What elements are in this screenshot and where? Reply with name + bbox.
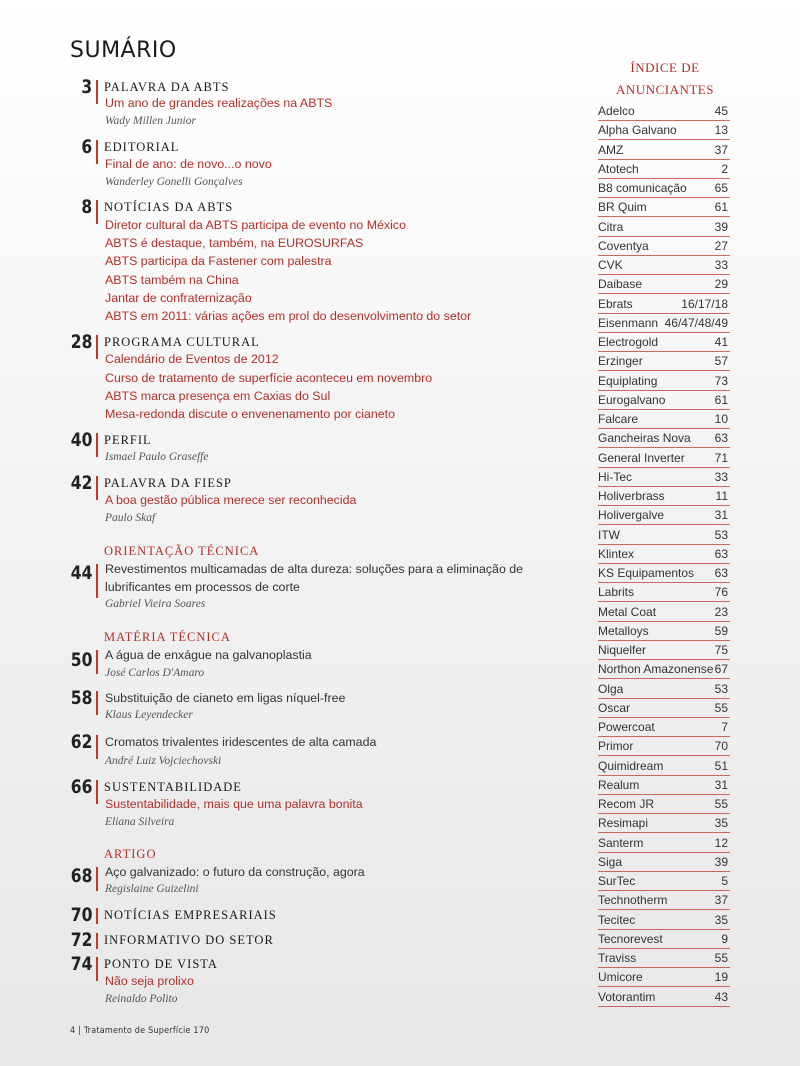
toc-divider	[96, 335, 98, 359]
advertiser-name: Siga	[598, 854, 623, 869]
advertisers-index-title-line2: ANUNCIANTES	[616, 82, 714, 97]
advertiser-name: KS Equipamentos	[598, 566, 695, 580]
toc-author: Ismael Paulo Graseffe	[105, 451, 209, 463]
advertiser-underline	[598, 832, 730, 833]
advertiser-underline	[598, 544, 730, 545]
advertiser-name: Holivergalve	[598, 508, 665, 523]
advertiser-underline	[598, 871, 730, 872]
toc-author: Klaus Leyendecker	[105, 709, 193, 721]
advertiser-page: 65	[714, 181, 728, 195]
toc-divider	[96, 140, 98, 164]
advertiser-underline	[598, 351, 730, 352]
advertiser-page: 55	[714, 951, 728, 965]
advertiser-name: Umicore	[598, 970, 643, 985]
toc-author: Paulo Skaf	[105, 512, 156, 524]
advertiser-row[interactable]	[598, 528, 730, 547]
toc-page-number: 74	[70, 953, 92, 975]
advertiser-name: BR Quim	[598, 200, 647, 215]
toc-article-link[interactable]: A boa gestão pública merece ser reconhecida	[105, 493, 357, 507]
advertiser-row[interactable]	[598, 585, 730, 604]
advertiser-name: Alpha Galvano	[598, 123, 677, 138]
toc-divider	[96, 650, 98, 674]
advertiser-name: Eisenmann	[598, 315, 659, 330]
toc-section-title: PERFIL	[104, 433, 152, 447]
footer-publication: Tratamento de Superfície 170	[83, 1026, 210, 1036]
toc-article-link[interactable]: Um ano de grandes realizações na ABTS	[105, 96, 333, 110]
advertiser-page: 35	[714, 912, 728, 927]
toc-section-title: PALAVRA DA ABTS	[104, 80, 230, 94]
toc-section-title: NOTÍCIAS EMPRESARIAIS	[104, 908, 277, 922]
advertiser-underline	[598, 524, 730, 525]
toc-section-title: EDITORIAL	[104, 140, 180, 154]
advertiser-name: Powercoat	[598, 720, 655, 734]
advertiser-underline	[598, 370, 730, 371]
advertiser-name: Daibase	[598, 277, 643, 292]
advertiser-underline	[598, 813, 730, 814]
toc-article-link[interactable]: Não seja prolixo	[105, 974, 194, 988]
advertiser-row[interactable]	[598, 316, 730, 335]
advertiser-name: Coventya	[598, 238, 649, 253]
advertiser-name: Eurogalvano	[598, 392, 666, 407]
toc-page-number: 62	[70, 731, 92, 753]
toc-divider	[96, 564, 98, 598]
advertiser-name: B8 comunicação	[598, 181, 687, 195]
advertiser-name: Holiverbrass	[598, 489, 665, 503]
advertiser-underline	[598, 390, 730, 391]
toc-article-link[interactable]: Sustentabilidade, mais que uma palavra bonita	[105, 797, 363, 811]
advertiser-row[interactable]	[598, 162, 730, 181]
advertiser-page: 12	[714, 835, 728, 850]
toc-page-number: 72	[70, 929, 92, 951]
advertiser-name: Metalloys	[598, 623, 649, 638]
advertiser-underline	[598, 120, 730, 121]
toc-divider	[96, 691, 98, 715]
advertiser-name: Oscar	[598, 700, 631, 715]
toc-article-link[interactable]: Aço galvanizado: o futuro da construção, agora	[105, 865, 365, 879]
advertiser-page: 39	[714, 854, 728, 869]
advertiser-underline	[598, 909, 730, 910]
advertiser-page: 45	[714, 104, 728, 118]
toc-article-link[interactable]: ABTS em 2011: várias ações em prol do desenvolvimento do setor	[105, 309, 472, 323]
advertiser-row[interactable]	[598, 508, 730, 527]
advertiser-name: Labrits	[598, 585, 635, 600]
advertiser-underline	[598, 428, 730, 429]
advertiser-row[interactable]	[598, 200, 730, 219]
advertiser-page: 27	[714, 238, 728, 253]
toc-article-link[interactable]: Substituição de cianeto em ligas níquel-free	[105, 691, 346, 705]
toc-divider	[96, 200, 98, 224]
toc-page-number: 66	[70, 776, 92, 798]
advertiser-underline	[598, 216, 730, 217]
advertiser-page: 5	[721, 874, 728, 888]
advertiser-underline	[598, 794, 730, 795]
advertiser-page: 11	[715, 489, 728, 503]
advertiser-row[interactable]	[598, 104, 730, 123]
advertiser-underline	[598, 255, 730, 256]
toc-section-title: PONTO DE VISTA	[104, 957, 218, 971]
advertiser-underline	[598, 659, 730, 660]
advertiser-name: Citra	[598, 219, 624, 234]
advertiser-row[interactable]	[598, 701, 730, 720]
advertiser-name: Falcare	[598, 412, 639, 426]
toc-author: André Luiz Vojciechovski	[105, 755, 222, 767]
advertiser-row[interactable]	[598, 932, 730, 951]
advertiser-row[interactable]	[598, 970, 730, 989]
advertiser-underline	[598, 929, 730, 930]
toc-page-number: 28	[70, 331, 92, 353]
advertiser-underline	[598, 698, 730, 699]
advertiser-name: Santerm	[598, 835, 644, 850]
advertiser-name: Niquelfer	[598, 643, 647, 657]
advertiser-page: 51	[714, 758, 728, 773]
advertiser-underline	[598, 1006, 730, 1007]
advertiser-row[interactable]	[598, 547, 730, 566]
advertiser-row[interactable]	[598, 855, 730, 874]
toc-divider	[96, 780, 98, 804]
advertiser-row[interactable]	[598, 220, 730, 239]
advertiser-name: Northon Amazonense	[598, 662, 714, 677]
advertiser-page: 46/47/48/49	[664, 315, 728, 330]
advertiser-row[interactable]	[598, 470, 730, 489]
advertiser-page: 71	[714, 450, 728, 465]
advertiser-page: 43	[714, 989, 728, 1004]
advertiser-name: CVK	[598, 258, 623, 272]
advertiser-name: Electrogold	[598, 335, 659, 349]
advertiser-name: Olga	[598, 681, 624, 696]
advertiser-row[interactable]	[598, 181, 730, 200]
advertiser-name: Traviss	[598, 951, 637, 965]
advertiser-underline	[598, 678, 730, 679]
advertiser-page: 41	[714, 335, 728, 349]
advertiser-page: 53	[714, 527, 728, 542]
advertiser-underline	[598, 159, 730, 160]
advertiser-row[interactable]	[598, 239, 730, 258]
advertiser-page: 35	[714, 816, 728, 831]
advertiser-row[interactable]	[598, 836, 730, 855]
advertiser-name: Quimidream	[598, 758, 664, 773]
toc-divider	[96, 933, 98, 949]
toc-section-title: INFORMATIVO DO SETOR	[104, 933, 274, 947]
advertiser-row[interactable]	[598, 816, 730, 835]
toc-article-link[interactable]: lubrificantes em processos de corte	[105, 580, 300, 594]
advertiser-page: 2	[721, 161, 728, 176]
advertiser-page: 59	[714, 623, 728, 638]
advertiser-underline	[598, 486, 730, 487]
advertiser-row[interactable]	[598, 643, 730, 662]
advertiser-row[interactable]	[598, 797, 730, 816]
toc-article-link[interactable]: Final de ano: de novo...o novo	[105, 157, 272, 171]
advertiser-page: 63	[714, 566, 728, 580]
toc-section-title: MATÉRIA TÉCNICA	[104, 630, 231, 644]
advertiser-underline	[598, 563, 730, 564]
toc-divider	[96, 80, 98, 104]
advertiser-row[interactable]	[598, 874, 730, 893]
advertiser-row[interactable]	[598, 451, 730, 470]
advertiser-page: 53	[714, 681, 728, 696]
advertiser-underline	[598, 852, 730, 853]
toc-divider	[96, 476, 98, 500]
advertiser-underline	[598, 139, 730, 140]
advertiser-page: 57	[714, 354, 728, 369]
advertiser-page: 33	[714, 469, 728, 484]
advertiser-underline	[598, 986, 730, 987]
advertiser-name: Atotech	[598, 161, 639, 176]
advertiser-name: Adelco	[598, 104, 635, 118]
advertiser-page: 23	[714, 604, 728, 619]
advertiser-underline	[598, 197, 730, 198]
toc-author: Wanderley Gonelli Gonçalves	[105, 176, 243, 188]
advertiser-row[interactable]	[598, 566, 730, 585]
advertiser-page: 33	[714, 258, 728, 272]
advertiser-name: Votorantim	[598, 989, 656, 1004]
advertiser-underline	[598, 447, 730, 448]
advertiser-name: Erzinger	[598, 354, 643, 369]
advertiser-name: Metal Coat	[598, 604, 657, 619]
toc-page-number: 6	[81, 136, 92, 158]
toc-article-link[interactable]: ABTS marca presença em Caxias do Sul	[105, 389, 331, 403]
advertiser-row[interactable]	[598, 277, 730, 296]
toc-author: José Carlos D'Amaro	[105, 667, 205, 679]
toc-page-number: 40	[70, 429, 92, 451]
toc-page-number: 50	[70, 649, 92, 671]
advertiser-row[interactable]	[598, 720, 730, 739]
toc-section-title: ARTIGO	[104, 847, 157, 861]
advertiser-name: Equiplating	[598, 373, 658, 388]
advertiser-name: Klintex	[598, 546, 635, 561]
toc-section-title: SUSTENTABILIDADE	[104, 780, 242, 794]
toc-article-link[interactable]: Curso de tratamento de superfície aconteceu em novembro	[105, 371, 433, 385]
advertiser-name: Technotherm	[598, 893, 668, 908]
advertiser-underline	[598, 178, 730, 179]
advertiser-row[interactable]	[598, 759, 730, 778]
advertiser-underline	[598, 621, 730, 622]
toc-section-title: PROGRAMA CULTURAL	[104, 335, 260, 349]
advertiser-page: 37	[714, 142, 728, 157]
advertiser-page: 13	[714, 123, 728, 138]
toc-divider	[96, 735, 98, 759]
advertiser-page: 63	[714, 546, 728, 561]
advertiser-page: 55	[714, 797, 728, 811]
advertiser-row[interactable]	[598, 393, 730, 412]
toc-page-number: 44	[70, 562, 92, 584]
advertiser-page: 76	[714, 585, 728, 600]
toc-author: Reinaldo Polito	[105, 993, 178, 1005]
advertiser-name: General Inverter	[598, 450, 685, 465]
advertiser-name: Primor	[598, 739, 634, 754]
toc-page-number: 3	[81, 76, 92, 98]
advertiser-row[interactable]	[598, 913, 730, 932]
advertiser-page: 10	[714, 412, 728, 426]
toc-article-link[interactable]: ABTS participa da Fastener com palestra	[105, 254, 332, 268]
toc-page-number: 68	[70, 865, 92, 887]
advertiser-name: ITW	[598, 527, 620, 542]
advertiser-underline	[598, 967, 730, 968]
advertiser-page: 73	[714, 373, 728, 388]
toc-section-title: NOTÍCIAS DA ABTS	[104, 200, 234, 214]
page-footer	[70, 1026, 209, 1036]
toc-author: Eliana Silveira	[105, 816, 175, 828]
advertiser-row[interactable]	[598, 682, 730, 701]
advertiser-page: 16/17/18	[681, 296, 728, 311]
advertiser-row[interactable]	[598, 258, 730, 277]
toc-article-link[interactable]: Cromatos trivalentes iridescentes de alta camada	[105, 735, 377, 749]
toc-article-link[interactable]: Diretor cultural da ABTS participa de evento no México	[105, 218, 406, 232]
advertiser-underline	[598, 236, 730, 237]
advertiser-row[interactable]	[598, 297, 730, 316]
toc-article-link[interactable]: A água de enxágue na galvanoplastia	[105, 648, 312, 662]
toc-page-number: 58	[70, 687, 92, 709]
advertiser-row[interactable]	[598, 143, 730, 162]
advertiser-name: Recom JR	[598, 797, 655, 811]
toc-article-link[interactable]: Calendário de Eventos de 2012	[105, 352, 279, 366]
advertiser-name: Ebrats	[598, 296, 633, 311]
toc-author: Wady Millen Junior	[105, 115, 196, 127]
advertiser-underline	[598, 313, 730, 314]
advertiser-page: 9	[721, 931, 728, 946]
advertiser-page: 31	[714, 777, 728, 792]
toc-article-link[interactable]: Revestimentos multicamadas de alta dureza: soluções para a eliminação de	[105, 562, 524, 576]
advertiser-underline	[598, 890, 730, 891]
advertiser-name: Gancheiras Nova	[598, 431, 691, 446]
advertiser-name: Realum	[598, 777, 640, 792]
toc-section-title: PALAVRA DA FIESP	[104, 476, 232, 490]
advertiser-page: 67	[714, 662, 728, 677]
toc-divider	[96, 957, 98, 981]
advertiser-row[interactable]	[598, 374, 730, 393]
advertiser-underline	[598, 467, 730, 468]
advertiser-page: 70	[714, 739, 728, 754]
advertiser-name: SurTec	[598, 874, 636, 888]
advertiser-name: Tecnorevest	[598, 931, 663, 946]
toc-author: Gabriel Vieira Soares	[105, 598, 206, 610]
toc-divider	[96, 433, 98, 457]
advertiser-underline	[598, 505, 730, 506]
toc-author: Regislaine Guizelini	[105, 883, 199, 895]
advertiser-underline	[598, 601, 730, 602]
advertiser-row[interactable]	[598, 431, 730, 450]
advertiser-page: 7	[721, 720, 728, 734]
toc-page-number: 42	[70, 472, 92, 494]
toc-article-link[interactable]: ABTS também na China	[105, 273, 239, 287]
advertiser-row[interactable]	[598, 412, 730, 431]
footer-separator: |	[78, 1026, 82, 1036]
advertisers-index-title-line1: ÍNDICE DE	[630, 60, 700, 75]
advertiser-underline	[598, 293, 730, 294]
advertiser-page: 39	[714, 219, 728, 234]
advertiser-underline	[598, 274, 730, 275]
advertiser-row[interactable]	[598, 123, 730, 142]
toc-article-link[interactable]: Mesa-redonda discute o envenenamento por cianeto	[105, 407, 395, 421]
advertiser-page: 63	[714, 431, 728, 446]
toc-divider	[96, 867, 98, 891]
advertiser-underline	[598, 582, 730, 583]
toc-section-title: ORIENTAÇÃO TÉCNICA	[104, 544, 260, 558]
advertiser-name: AMZ	[598, 142, 624, 157]
toc-page-number: 8	[81, 196, 92, 218]
toc-page-number: 70	[70, 904, 92, 926]
advertiser-name: Resimapi	[598, 816, 649, 831]
advertiser-underline	[598, 775, 730, 776]
advertiser-row[interactable]	[598, 662, 730, 681]
advertiser-row[interactable]	[598, 605, 730, 624]
advertiser-row[interactable]	[598, 778, 730, 797]
advertiser-page: 61	[714, 200, 728, 215]
advertiser-row[interactable]	[598, 354, 730, 373]
advertiser-name: Tecitec	[598, 912, 636, 927]
footer-page-number: 4	[70, 1026, 76, 1036]
advertiser-row[interactable]	[598, 990, 730, 1009]
advertiser-page: 19	[714, 970, 728, 985]
advertiser-page: 29	[714, 277, 728, 292]
advertiser-page: 37	[714, 893, 728, 908]
advertiser-underline	[598, 948, 730, 949]
toc-article-link[interactable]: ABTS é destaque, também, na EUROSURFAS	[105, 236, 364, 250]
advertiser-row[interactable]	[598, 739, 730, 758]
advertiser-page: 61	[714, 392, 728, 407]
advertiser-page: 31	[714, 508, 728, 523]
advertiser-row[interactable]	[598, 893, 730, 912]
toc-divider	[96, 908, 98, 924]
advertiser-row[interactable]	[598, 951, 730, 970]
advertiser-underline	[598, 409, 730, 410]
advertiser-underline	[598, 736, 730, 737]
page-title: SUMÁRIO	[70, 38, 177, 63]
advertiser-underline	[598, 332, 730, 333]
advertiser-underline	[598, 640, 730, 641]
advertiser-row[interactable]	[598, 335, 730, 354]
toc-article-link[interactable]: Jantar de confraternização	[105, 291, 252, 305]
advertiser-name: Hi-Tec	[598, 469, 633, 484]
advertiser-underline	[598, 755, 730, 756]
advertiser-row[interactable]	[598, 624, 730, 643]
advertiser-underline	[598, 717, 730, 718]
advertiser-page: 55	[714, 700, 728, 715]
advertiser-row[interactable]	[598, 489, 730, 508]
advertiser-page: 75	[714, 643, 728, 657]
